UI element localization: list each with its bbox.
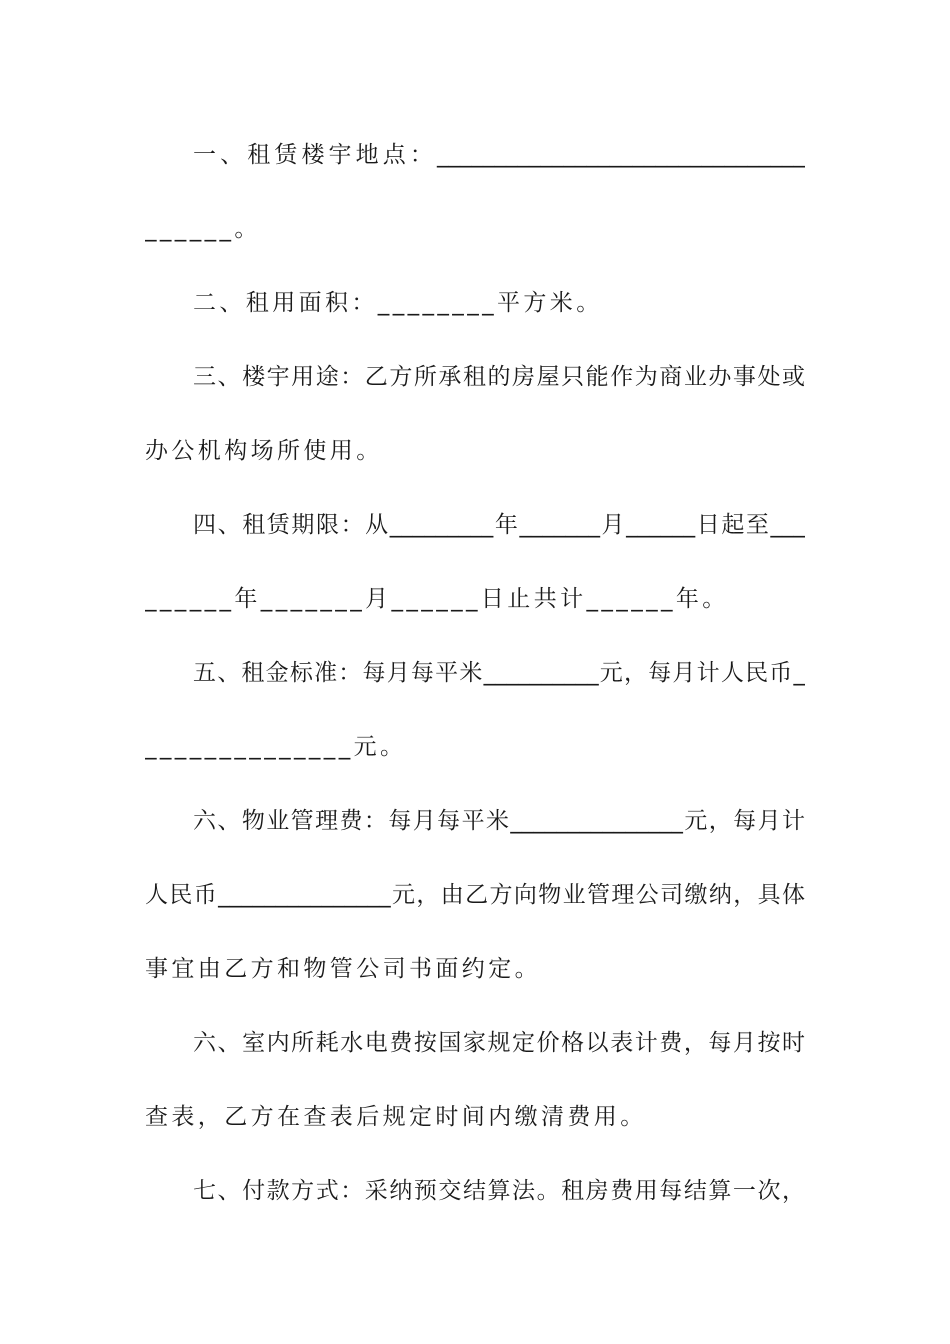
- clause-6-continuation-1: 人民币_______________元，由乙方向物业管理公司缴纳，具体: [145, 882, 805, 908]
- clause-6b-continuation: 查表，乙方在查表后规定时间内缴清费用。: [145, 1104, 647, 1130]
- clause-1-continuation: ______。: [145, 216, 261, 242]
- clause-3-continuation: 办公机构场所使用。: [145, 438, 383, 464]
- clause-3-purpose: 三、楼宇用途：乙方所承租的房屋只能作为商业办事处或: [193, 364, 805, 390]
- clause-4-continuation: ______年_______月______日止共计______年。: [145, 586, 729, 612]
- clause-5-continuation: ______________元。: [145, 734, 407, 760]
- clause-6b-utilities: 六、室内所耗水电费按国家规定价格以表计费，每月按时: [193, 1030, 805, 1056]
- clause-5-rent: 五、租金标准：每月每平米__________元，每月计人民币_: [193, 660, 805, 686]
- clause-6-continuation-2: 事宜由乙方和物管公司书面约定。: [145, 956, 541, 982]
- clause-4-term: 四、租赁期限：从_________年_______月______日起至___: [193, 512, 805, 538]
- clause-7-payment: 七、付款方式：采纳预交结算法。租房费用每结算一次，: [193, 1178, 805, 1204]
- clause-2-area: 二、租用面积：________平方米。: [193, 290, 603, 316]
- clause-6-management-fee: 六、物业管理费：每月每平米_______________元，每月计: [193, 808, 805, 834]
- clause-1-location: 一、租赁楼宇地点：________________________________: [193, 142, 805, 168]
